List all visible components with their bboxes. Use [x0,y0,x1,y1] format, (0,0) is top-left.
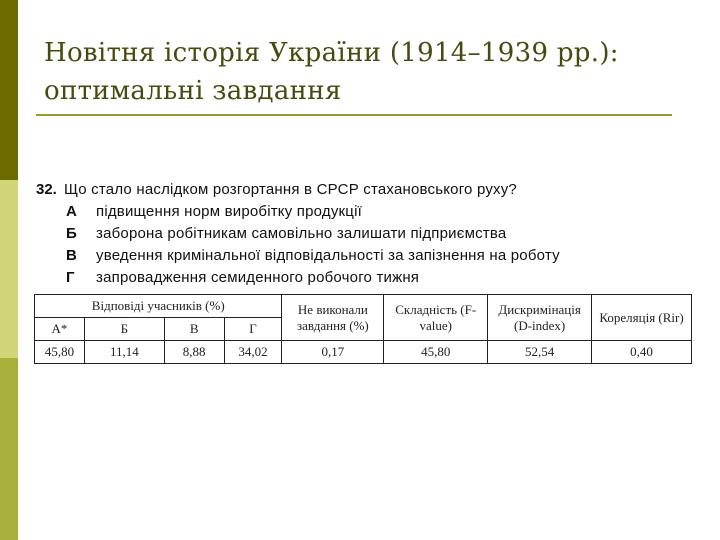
answer-value-b: 11,14 [84,341,164,364]
option-text: запровадження семиденного робочого тижня [96,268,420,286]
slide-title [44,34,684,110]
question-header [36,178,696,200]
option-letter: Г [66,268,75,286]
option-letter: В [66,246,77,264]
answer-header-a: А* [35,318,85,341]
slide-sidebar [0,0,18,540]
answer-value-c: 8,88 [164,341,224,364]
question-text: Що стало наслідком розгортання в СРСР стахановського руху? [64,180,517,198]
discrimination-header: Дискримінація (D-index) [488,295,592,341]
answer-header-b: Б [84,318,164,341]
answers-group-header: Відповіді учасників (%) [35,295,282,318]
table-row [35,341,692,364]
not-done-value: 0,17 [282,341,384,364]
slide-title-line-1: Новітня історія України (1914–1939 рр.): [44,38,619,68]
sidebar-dark-segment [0,0,18,180]
difficulty-value: 45,80 [384,341,488,364]
not-done-header: Не виконали завдання (%) [282,295,384,341]
option-a [36,200,696,222]
option-letter: Б [66,224,77,242]
option-text: підвищення норм виробітку продукції [96,202,362,220]
answer-value-d: 34,02 [224,341,282,364]
option-d [36,266,696,288]
option-letter: А [66,202,77,220]
option-text: заборона робітникам самовільно залишати підприємства [96,224,507,242]
answer-header-c: В [164,318,224,341]
option-c [36,244,696,266]
option-text: уведення кримінальної відповідальності за запізнення на роботу [96,246,560,264]
difficulty-header: Складність (F-value) [384,295,488,341]
item-statistics-table [34,294,692,364]
correlation-value: 0,40 [592,341,692,364]
correlation-header: Кореляція (Rir) [592,295,692,341]
slide-title-line-2: оптимальні завдання [44,76,342,106]
option-b [36,222,696,244]
sidebar-mid-segment [0,358,18,540]
answer-header-d: Г [224,318,282,341]
sidebar-light-segment [0,180,18,358]
question-block [36,178,696,288]
question-number: 32. [36,180,57,198]
title-divider [36,114,672,116]
answer-value-a: 45,80 [35,341,85,364]
discrimination-value: 52,54 [488,341,592,364]
